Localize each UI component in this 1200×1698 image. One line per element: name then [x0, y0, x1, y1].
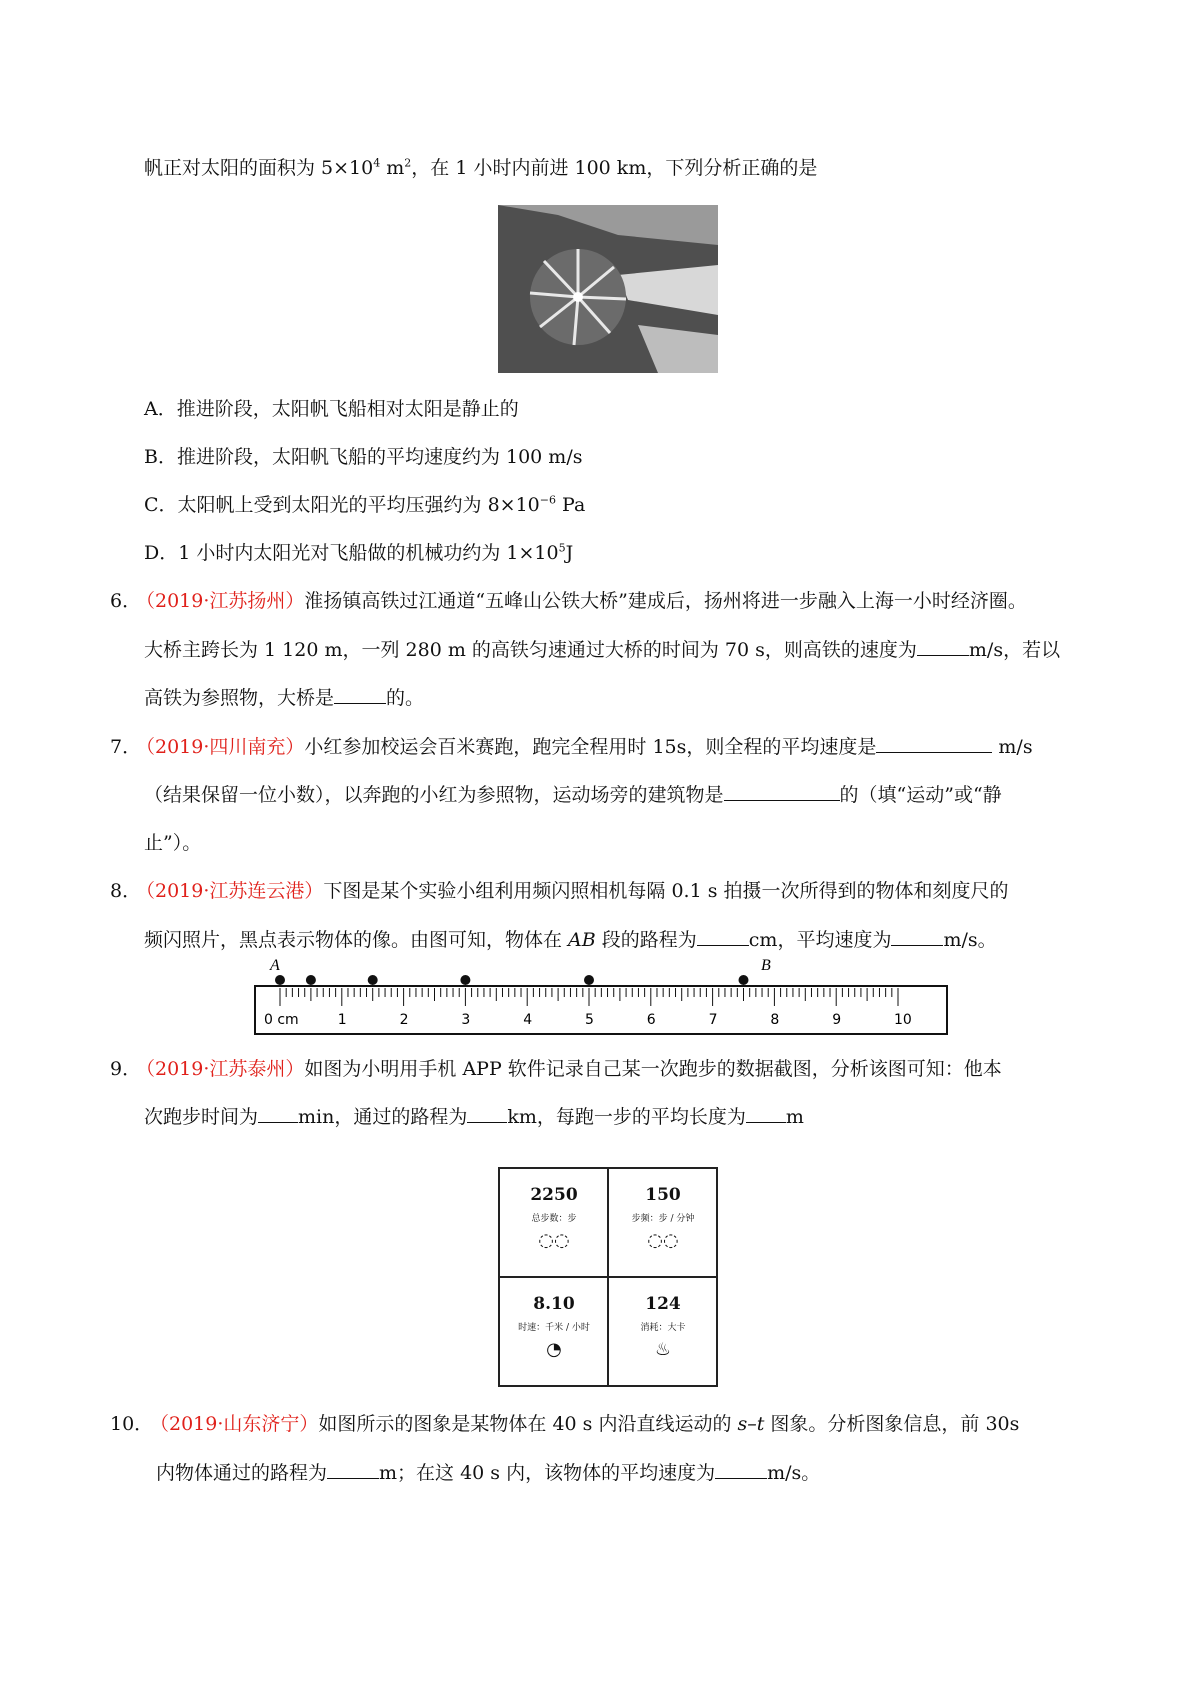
calories-label: 消耗：大卡 [640, 1323, 686, 1333]
q7-line2 [144, 781, 1002, 809]
ruler-tick-label: 9 [832, 1012, 842, 1028]
object-position-dot [460, 975, 470, 985]
option-c [144, 491, 585, 519]
q8-text2b: 段的路程为 [595, 929, 697, 951]
q8-line2 [144, 926, 997, 954]
intro-unit-exponent: 2 [404, 156, 412, 170]
ruler-tick-label: 8 [770, 1012, 780, 1028]
q7-source: （2019·四川南充） [136, 736, 305, 758]
q10-text1: 如图所示的图象是某物体在 40 s 内沿直线运动的 [318, 1413, 738, 1435]
solar-sail-photo [498, 205, 718, 373]
speed-value: 8.10 [533, 1294, 575, 1314]
ruler-tick-label: 4 [523, 1012, 533, 1028]
q6-text3: 高铁为参照物，大桥是 [144, 687, 335, 709]
option-d-exponent: 5 [558, 541, 566, 555]
option-c-text: C．太阳帆上受到太阳光的平均压强约为 8×10 [144, 494, 540, 516]
intro-unit: m [380, 157, 405, 179]
q9-line1 [136, 1055, 1002, 1083]
q10-st-graph: s–t [737, 1413, 765, 1435]
cadence-label: 步频：步 / 分钟 [631, 1214, 695, 1224]
q10-source: （2019·山东济宁） [150, 1413, 319, 1435]
ruler-tick-label: 3 [461, 1012, 471, 1028]
q8-blank-distance[interactable] [697, 927, 749, 946]
q10-blank-speed[interactable] [715, 1460, 767, 1479]
q9-blank-time[interactable] [258, 1104, 298, 1123]
q6-text3b: 的。 [386, 687, 425, 709]
q7-text1b: m/s [992, 736, 1033, 758]
q10-line2 [156, 1459, 820, 1487]
q8-segment-ab: AB [568, 929, 596, 951]
solar-sail-illustration [498, 205, 718, 373]
flame-icon: ♨ [654, 1339, 672, 1360]
q9-blank-distance[interactable] [467, 1104, 507, 1123]
q6-number: 6． [110, 590, 142, 612]
q9-number: 9． [110, 1058, 142, 1080]
q10-text1b: 图象。分析图象信息，前 30s [764, 1413, 1020, 1435]
app-cell-speed [500, 1278, 608, 1386]
q10-number: 10． [110, 1413, 154, 1435]
q6-text1: 淮扬镇高铁过江通道“五峰山公铁大桥”建成后，扬州将进一步融入上海一小时经济圈。 [304, 590, 1027, 612]
total-steps-value: 2250 [530, 1185, 578, 1205]
option-a: A．推进阶段，太阳帆飞船相对太阳是静止的 [144, 398, 519, 420]
q8-source: （2019·江苏连云港） [136, 880, 324, 902]
q10-text2: 内物体通过的路程为 [156, 1462, 328, 1484]
ruler-tick-label: 10 [894, 1012, 912, 1028]
calories-value: 124 [645, 1294, 681, 1314]
q8-number: 8． [110, 880, 142, 902]
q7-text2: （结果保留一位小数），以奔跑的小红为参照物，运动场旁的建筑物是 [144, 784, 724, 806]
q6-blank-speed[interactable] [917, 637, 969, 656]
q6-line2 [144, 636, 1060, 664]
q8-line1 [136, 877, 1009, 905]
q8-text1: 下图是某个实验小组利用频闪照相机每隔 0.1 s 拍摄一次所得到的物体和刻度尺的 [323, 880, 1009, 902]
option-c-exponent: −6 [539, 493, 556, 507]
option-d [144, 539, 573, 567]
q9-line2 [144, 1103, 804, 1131]
footprints-icon: ◌◌ [538, 1230, 570, 1251]
ruler-tick-label: 1 [337, 1012, 347, 1028]
q7-text2b: 的（填“运动”或“静 [839, 784, 1002, 806]
ruler-tick-label: 5 [585, 1012, 594, 1028]
q6-source: （2019·江苏扬州） [136, 590, 305, 612]
q8-blank-speed[interactable] [891, 927, 943, 946]
q8-text2c: cm，平均速度为 [748, 929, 892, 951]
ruler-unit-label: 0 cm [264, 1012, 299, 1028]
q7-line3: 止”）。 [144, 832, 202, 854]
intro-exponent: 4 [373, 156, 381, 170]
q7-blank-speed[interactable] [876, 734, 992, 753]
q6-line1 [136, 587, 1027, 615]
running-app-screenshot [498, 1167, 718, 1387]
ruler-point-b-label: B [761, 957, 771, 974]
option-d-text: D．1 小时内太阳光对飞船做的机械功约为 1×10 [144, 542, 559, 564]
cadence-value: 150 [645, 1185, 681, 1205]
q8-text2d: m/s。 [943, 929, 997, 951]
q10-blank-distance[interactable] [327, 1460, 379, 1479]
app-cell-total-steps [500, 1169, 608, 1277]
object-position-dot [739, 975, 749, 985]
object-position-dot [306, 975, 316, 985]
ruler-dots [275, 975, 749, 985]
q6-line3 [144, 684, 424, 712]
option-d-unit: J [565, 542, 574, 564]
q9-text2d: m [785, 1106, 804, 1128]
ruler-figure [250, 952, 954, 1038]
ruler-point-a-label: A [270, 957, 280, 974]
q8-text2: 频闪照片，黑点表示物体的像。由图可知，物体在 [144, 929, 569, 951]
ruler-tick-label: 7 [708, 1012, 718, 1028]
q7-line1 [136, 733, 1033, 761]
q9-blank-step[interactable] [746, 1104, 786, 1123]
intro-line [144, 154, 817, 182]
intro-question: ，在 1 小时内前进 100 km，下列分析正确的是 [411, 157, 818, 179]
app-cell-calories [609, 1278, 717, 1386]
option-c-unit: Pa [555, 494, 586, 516]
q6-text2: 大桥主跨长为 1 120 m，一列 280 m 的高铁匀速通过大桥的时间为 70 s，则高铁的速度为 [144, 639, 917, 661]
app-cell-cadence [609, 1169, 717, 1277]
speedometer-icon: ◔ [546, 1339, 562, 1360]
q9-source: （2019·江苏泰州） [136, 1058, 305, 1080]
q10-line1 [150, 1410, 1019, 1438]
q9-text2c: km，每跑一步的平均长度为 [507, 1106, 746, 1128]
q7-text1: 小红参加校运会百米赛跑，跑完全程用时 15s，则全程的平均速度是 [304, 736, 877, 758]
q7-blank-state[interactable] [724, 782, 840, 801]
total-steps-label: 总步数：步 [531, 1214, 577, 1224]
object-position-dot [275, 975, 285, 985]
q9-text2b: min，通过的路程为 [298, 1106, 468, 1128]
q7-number: 7． [110, 736, 142, 758]
q6-blank-state[interactable] [334, 685, 386, 704]
q6-text2b: m/s，若以 [968, 639, 1061, 661]
q10-text2b: m；在这 40 s 内，该物体的平均速度为 [379, 1462, 716, 1484]
q9-text1: 如图为小明用手机 APP 软件记录自己某一次跑步的数据截图，分析该图可知：他本 [304, 1058, 1002, 1080]
ruler-tick-label: 2 [399, 1012, 409, 1028]
option-b: B．推进阶段，太阳帆飞船的平均速度约为 100 m/s [144, 446, 583, 468]
object-position-dot [368, 975, 378, 985]
q10-text2c: m/s。 [767, 1462, 821, 1484]
footprints-icon: ◌◌ [647, 1230, 679, 1251]
speed-label: 时速：千米 / 小时 [518, 1323, 590, 1333]
ruler-tick-label: 6 [646, 1012, 656, 1028]
object-position-dot [584, 975, 594, 985]
q9-text2: 次跑步时间为 [144, 1106, 259, 1128]
intro-text: 帆正对太阳的面积为 5×10 [144, 157, 374, 179]
